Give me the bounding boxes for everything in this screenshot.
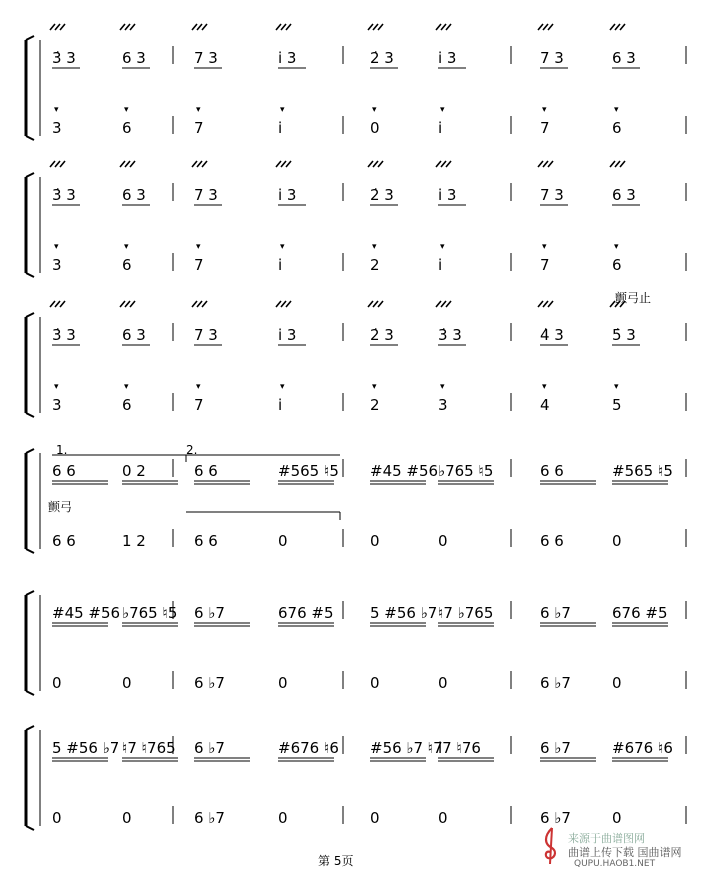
accent-mark: ▾ <box>372 382 377 392</box>
note-top-6-8: #676 ♮6 <box>612 739 673 757</box>
note-bottom-4-8: 0 <box>612 532 622 550</box>
note-top-3-6: 3̇ 3 <box>438 326 462 344</box>
note-top-1-2: 6 3 <box>122 49 146 67</box>
note-top-2-3: 7 3 <box>194 186 218 204</box>
note-bottom-1-5: 0 <box>370 119 380 137</box>
note-bottom-1-1: 3 <box>52 119 62 137</box>
note-top-2-2: 6 3 <box>122 186 146 204</box>
note-top-2-4: i 3 <box>278 186 297 204</box>
note-bottom-2-8: 6 <box>612 256 622 274</box>
note-top-5-1: #45 #56 <box>52 604 121 622</box>
note-top-5-3: 6 ♭7 <box>194 604 225 622</box>
note-top-6-2: ♮7 ♮765 <box>122 739 176 757</box>
accent-mark: ▾ <box>124 382 129 392</box>
accent-mark: ▾ <box>54 242 59 252</box>
note-top-3-4: i 3 <box>278 326 297 344</box>
note-bottom-5-4: 0 <box>278 674 288 692</box>
note-top-4-5: #45 #56 <box>370 462 439 480</box>
note-bottom-1-2: 6 <box>122 119 132 137</box>
accent-mark: ▾ <box>196 382 201 392</box>
note-bottom-4-6: 0 <box>438 532 448 550</box>
note-top-6-5: #56 ♭7 ♮7 <box>370 739 443 757</box>
note-bottom-6-5: 0 <box>370 809 380 827</box>
note-top-4-7: 6 6 <box>540 462 564 480</box>
note-bottom-2-7: 7 <box>540 256 550 274</box>
note-top-2-5: 2̇ 3 <box>370 186 394 204</box>
note-top-2-8: 6 3 <box>612 186 636 204</box>
note-top-3-8: 5̇ 3 <box>612 326 636 344</box>
note-top-6-7: 6 ♭7 <box>540 739 571 757</box>
accent-mark: ▾ <box>196 242 201 252</box>
accent-mark: ▾ <box>124 105 129 115</box>
tremolo-stop-label: 颤弓止 <box>615 291 652 305</box>
note-top-5-2: ♭765 ♮5 <box>122 604 178 622</box>
note-bottom-4-5: 0 <box>370 532 380 550</box>
note-top-4-1: 6 6 <box>52 462 76 480</box>
note-bottom-4-7: 6 6 <box>540 532 564 550</box>
note-top-1-1: 3̇ 3 <box>52 49 76 67</box>
note-bottom-2-2: 6 <box>122 256 132 274</box>
note-bottom-5-8: 0 <box>612 674 622 692</box>
note-top-6-1: 5 #56 ♭7 <box>52 739 120 757</box>
accent-mark: ▾ <box>280 242 285 252</box>
note-bottom-3-3: 7 <box>194 396 204 414</box>
note-top-6-4: #676 ♮6 <box>278 739 339 757</box>
note-bottom-6-2: 0 <box>122 809 132 827</box>
note-top-1-5: 2̇ 3 <box>370 49 394 67</box>
note-bottom-5-1: 0 <box>52 674 62 692</box>
accent-mark: ▾ <box>440 382 445 392</box>
note-bottom-5-3: 6 ♭7 <box>194 674 225 692</box>
accent-mark: ▾ <box>124 242 129 252</box>
volta-2-label: 2. <box>186 443 198 457</box>
note-top-5-5: 5 #56 ♭7 <box>370 604 438 622</box>
accent-mark: ▾ <box>372 242 377 252</box>
note-top-2-7: 7 3 <box>540 186 564 204</box>
accent-mark: ▾ <box>542 382 547 392</box>
note-top-2-6: i 3 <box>438 186 457 204</box>
note-bottom-3-1: 3 <box>52 396 62 414</box>
watermark-upload: 曲谱上传下载 国曲谱网 <box>568 846 682 859</box>
accent-mark: ▾ <box>280 382 285 392</box>
note-bottom-6-6: 0 <box>438 809 448 827</box>
note-top-1-3: 7 3 <box>194 49 218 67</box>
note-top-3-7: 4̇ 3 <box>540 326 564 344</box>
note-bottom-2-1: 3 <box>52 256 62 274</box>
note-top-4-8: #565 ♮5 <box>612 462 673 480</box>
note-top-5-4: 676 #5 <box>278 604 334 622</box>
note-bottom-6-8: 0 <box>612 809 622 827</box>
accent-mark: ▾ <box>54 382 59 392</box>
note-bottom-6-4: 0 <box>278 809 288 827</box>
note-top-3-2: 6 3 <box>122 326 146 344</box>
note-top-6-3: 6 ♭7 <box>194 739 225 757</box>
note-top-1-6: i 3 <box>438 49 457 67</box>
treble-clef-logo-icon <box>540 826 562 866</box>
note-bottom-3-2: 6 <box>122 396 132 414</box>
note-bottom-3-8: 5 <box>612 396 622 414</box>
note-top-4-3: 6 6 <box>194 462 218 480</box>
accent-mark: ▾ <box>54 105 59 115</box>
volta-1-label: 1. <box>56 443 68 457</box>
note-bottom-4-2: 1 2 <box>122 532 146 550</box>
note-top-4-6: ♭765 ♮5 <box>438 462 494 480</box>
accent-mark: ▾ <box>542 242 547 252</box>
note-bottom-6-7: 6 ♭7 <box>540 809 571 827</box>
note-bottom-1-3: 7 <box>194 119 204 137</box>
page-number: 第 5页 <box>318 854 354 868</box>
note-bottom-1-4: i <box>278 119 283 137</box>
note-bottom-3-7: 4 <box>540 396 550 414</box>
note-top-5-8: 676 #5 <box>612 604 668 622</box>
note-bottom-2-3: 7 <box>194 256 204 274</box>
note-bottom-2-5: 2 <box>370 256 380 274</box>
note-top-2-1: 3̇ 3 <box>52 186 76 204</box>
note-top-4-2: 0 2 <box>122 462 146 480</box>
accent-mark: ▾ <box>372 105 377 115</box>
note-bottom-3-4: i <box>278 396 283 414</box>
watermark-url: QUPU.HAOB1.NET <box>574 859 656 869</box>
note-top-5-7: 6 ♭7 <box>540 604 571 622</box>
note-bottom-5-2: 0 <box>122 674 132 692</box>
accent-mark: ▾ <box>614 382 619 392</box>
note-bottom-4-3: 6 6 <box>194 532 218 550</box>
note-top-5-6: ♮7 ♭765 <box>438 604 494 622</box>
accent-mark: ▾ <box>542 105 547 115</box>
note-bottom-6-3: 6 ♭7 <box>194 809 225 827</box>
accent-mark: ▾ <box>440 105 445 115</box>
accent-mark: ▾ <box>196 105 201 115</box>
note-bottom-3-5: 2 <box>370 396 380 414</box>
note-top-3-3: 7 3 <box>194 326 218 344</box>
note-bottom-2-6: i <box>438 256 443 274</box>
accent-mark: ▾ <box>614 242 619 252</box>
note-bottom-3-6: 3 <box>438 396 448 414</box>
note-bottom-6-1: 0 <box>52 809 62 827</box>
note-bottom-4-4: 0 <box>278 532 288 550</box>
note-bottom-2-4: i <box>278 256 283 274</box>
note-bottom-5-5: 0 <box>370 674 380 692</box>
note-top-3-1: 3̇ 3 <box>52 326 76 344</box>
watermark-source: 来源于曲谱图网 <box>568 832 645 845</box>
note-top-1-4: i 3 <box>278 49 297 67</box>
tremolo-label: 颤弓 <box>48 500 73 514</box>
note-bottom-1-7: 7 <box>540 119 550 137</box>
note-top-1-7: 7 3 <box>540 49 564 67</box>
accent-mark: ▾ <box>614 105 619 115</box>
note-top-1-8: 6 3 <box>612 49 636 67</box>
note-bottom-5-7: 6 ♭7 <box>540 674 571 692</box>
note-bottom-4-1: 6 6 <box>52 532 76 550</box>
note-top-6-6: i7 ♮76 <box>438 739 481 757</box>
note-top-4-4: #565 ♮5 <box>278 462 339 480</box>
note-bottom-1-8: 6 <box>612 119 622 137</box>
note-bottom-5-6: 0 <box>438 674 448 692</box>
accent-mark: ▾ <box>280 105 285 115</box>
accent-mark: ▾ <box>440 242 445 252</box>
note-top-3-5: 2̇ 3 <box>370 326 394 344</box>
note-bottom-1-6: i <box>438 119 443 137</box>
